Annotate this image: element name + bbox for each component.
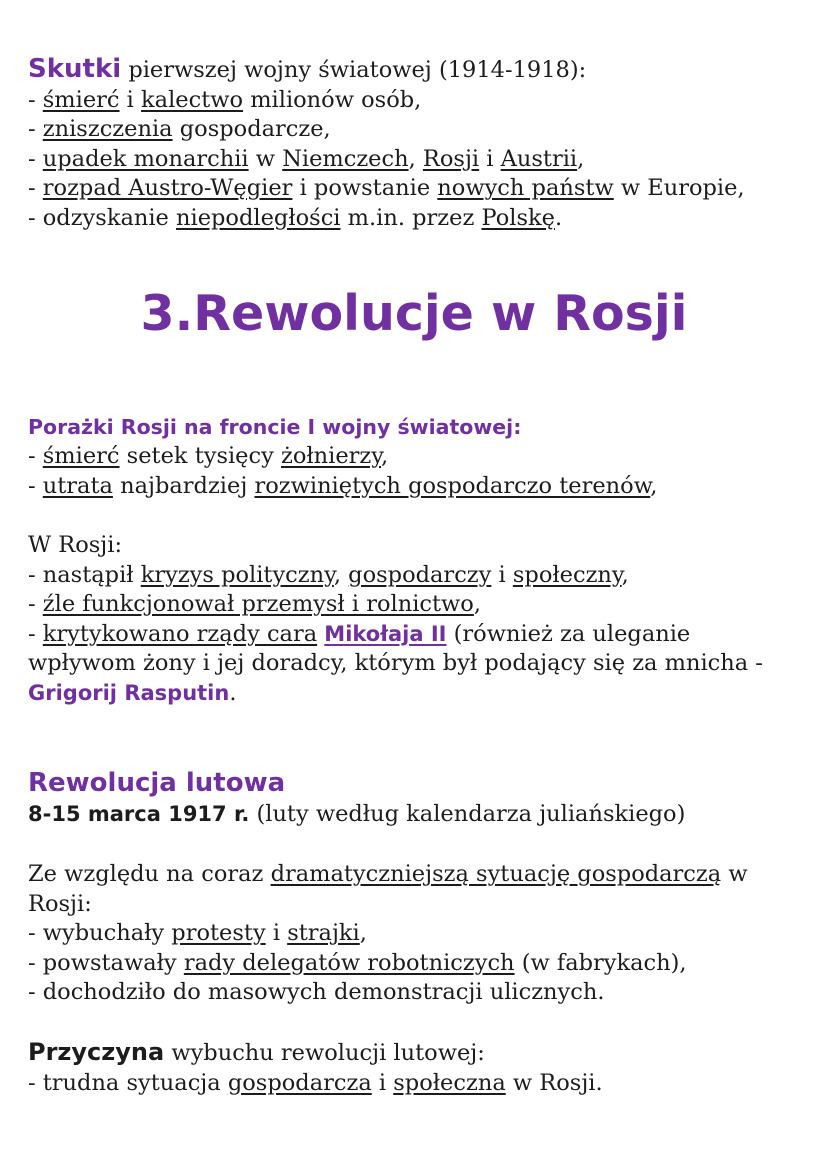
page-title: 3.Rewolucje w Rosji [140, 285, 688, 342]
skutki-section [28, 55, 808, 233]
porazki-section [28, 412, 808, 501]
skutki-item-3: - upadek monarchii w Niemczech, Rosji i Austrii, [28, 145, 585, 172]
porazki-item-2: - utrata najbardziej rozwiniętych gospodarczo terenów, [28, 472, 658, 499]
w-rosji-item-3: - krytykowano rządy cara Mikołaja II (również za uleganie wpływom żony i jej doradcy, którym był podający się za mnicha - Grigorij Rasputin. [28, 620, 763, 706]
skutki-item-1: - śmierć i kalectwo milionów osób, [28, 86, 422, 113]
lutowa-item-1: - wybuchały protesty i strajki, [28, 920, 367, 946]
przyczyna-lead: Przyczyna [28, 1038, 165, 1066]
skutki-intro [28, 55, 808, 86]
skutki-item-4: - rozpad Austro-Węgier i powstanie nowych państw w Europie, [28, 175, 745, 201]
w-rosji-item-2: - źle funkcjonował przemysł i rolnictwo, [28, 591, 482, 617]
skutki-intro-text: pierwszej wojny światowej (1914-1918): [121, 57, 587, 83]
lutowa-item-2: - powstawały rady delegatów robotniczych (w fabrykach), [28, 949, 687, 976]
name-rasputin: Grigorij Rasputin [28, 680, 230, 705]
porazki-item-1: - śmierć setek tysięcy żołnierzy, [28, 443, 389, 469]
skutki-item-5: - odzyskanie niepodległości m.in. przez Polskę. [28, 204, 563, 231]
lutowa-body [28, 860, 808, 1008]
w-rosji-section [28, 531, 808, 708]
skutki-lead: Skutki [28, 54, 122, 84]
lutowa-item-3: - dochodziło do masowych demonstracji ulicznych. [28, 979, 605, 1005]
name-mikolaj: Mikołaja II [324, 621, 447, 646]
w-rosji-item-1: - nastąpił kryzys polityczny, gospodarczy i społeczny, [28, 561, 629, 588]
przyczyna-section [28, 1038, 808, 1098]
lutowa-intro: Ze względu na coraz dramatyczniejszą sytuację gospodarczą w Rosji: [28, 861, 748, 917]
lutowa-heading: Rewolucja lutowa [28, 768, 286, 798]
skutki-item-2: - zniszczenia gospodarcze, [28, 116, 331, 142]
przyczyna-item-1: - trudna sytuacja gospodarcza i społeczna w Rosji. [28, 1069, 603, 1096]
porazki-heading: Porażki Rosji na froncie I wojny światowej: [28, 415, 522, 439]
przyczyna-intro: Przyczyna wybuchu rewolucji lutowej: [28, 1038, 485, 1066]
lutowa-section [28, 766, 808, 830]
lutowa-date: 8-15 marca 1917 r. (luty według kalendarza juliańskiego) [28, 801, 686, 827]
w-rosji-intro: W Rosji: [28, 532, 123, 558]
